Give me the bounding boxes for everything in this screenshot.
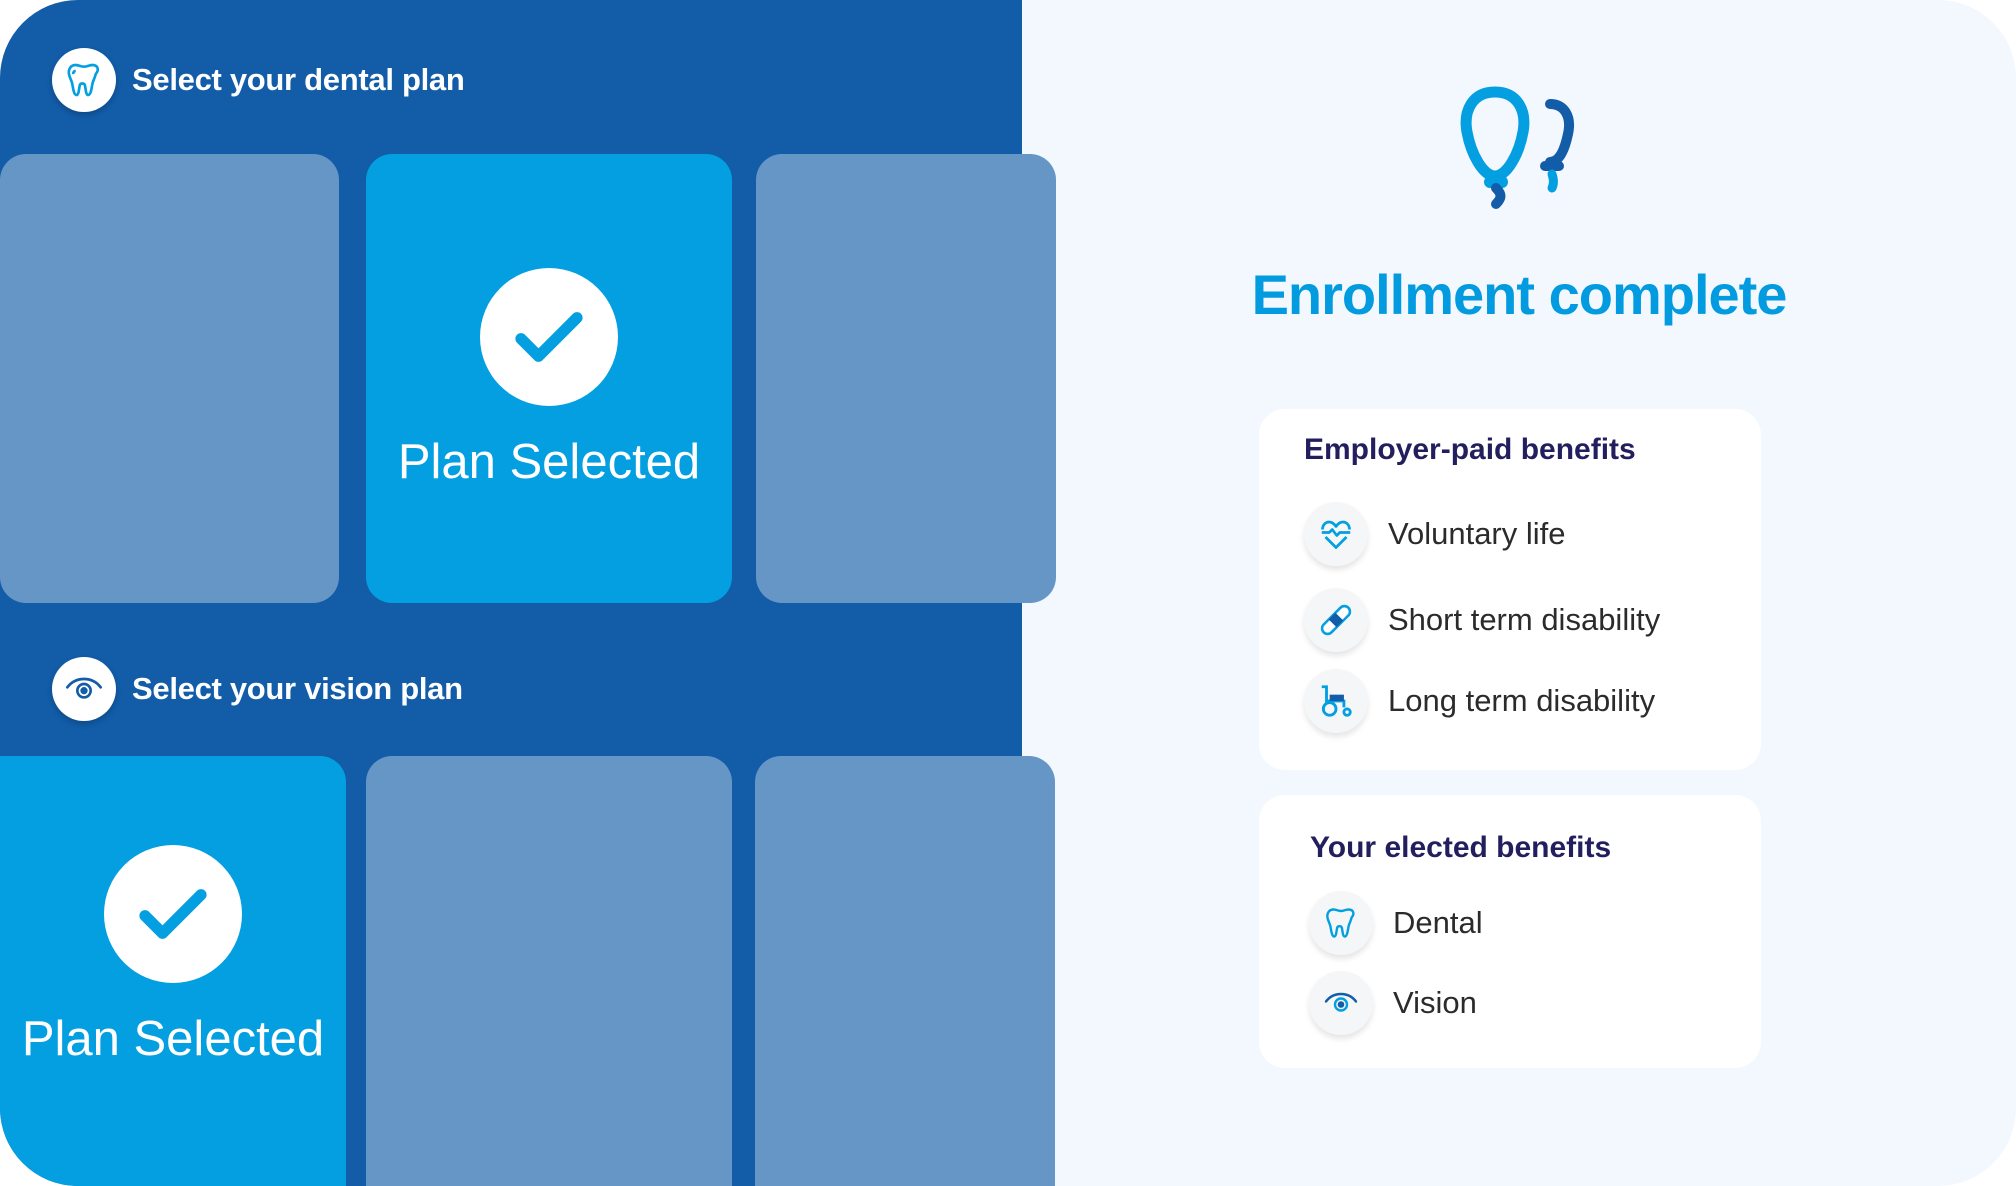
benefit-label: Voluntary life [1388,516,1566,551]
plan-selected-label: Plan Selected [397,434,701,489]
vision-plan-card-3[interactable] [755,756,1055,1186]
benefit-item-voluntary-life [1304,502,1566,566]
benefit-item-vision [1309,971,1477,1035]
dental-plan-card-selected[interactable] [366,154,732,603]
benefit-label: Short term disability [1388,602,1661,637]
benefit-item-dental [1309,891,1483,955]
benefit-item-long-term-disability [1304,669,1655,733]
page-title: Enrollment complete [1251,263,1787,326]
elected-benefits-card [1259,795,1761,1068]
vision-section-header [52,657,463,721]
balloons-icon [1450,84,1590,239]
checkmark-icon [480,268,618,406]
dental-section-header [52,48,464,112]
dental-plan-card-1[interactable] [0,154,339,603]
vision-plan-card-2[interactable] [366,756,732,1186]
bandage-icon [1304,588,1368,652]
dental-plan-card-3[interactable] [756,154,1056,603]
employer-paid-title: Employer-paid benefits [1304,433,1636,466]
vision-plan-card-selected[interactable] [0,756,346,1186]
heart-pulse-icon [1304,502,1368,566]
tooth-icon [52,48,116,112]
wheelchair-icon [1304,669,1368,733]
benefit-item-short-term-disability [1304,588,1660,652]
dental-header-text: Select your dental plan [132,62,465,97]
checkmark-icon [104,845,242,983]
employer-paid-benefits-card [1259,409,1761,770]
plan-selected-label: Plan Selected [21,1012,325,1066]
benefit-label: Dental [1393,905,1483,940]
vision-header-text: Select your vision plan [132,671,463,706]
tooth-icon [1309,891,1373,955]
elected-benefits-title: Your elected benefits [1310,831,1612,864]
benefit-label: Vision [1393,985,1477,1020]
eye-icon [52,657,116,721]
eye-icon [1309,971,1373,1035]
benefit-label: Long term disability [1388,683,1656,718]
